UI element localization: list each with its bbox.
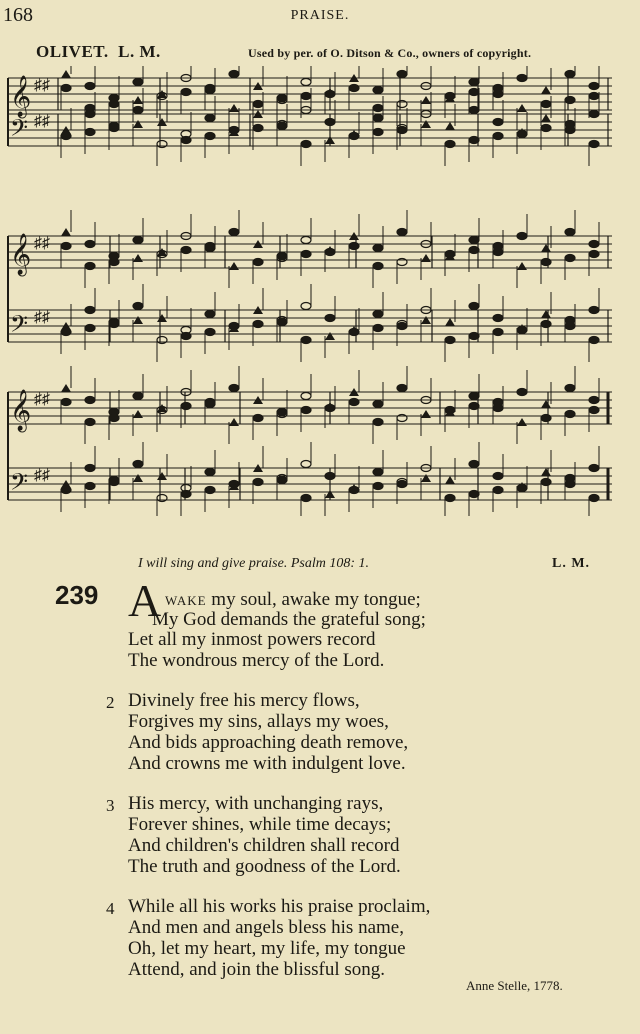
- note-head: [445, 337, 455, 344]
- treble-clef: 𝄞: [10, 390, 32, 431]
- score-systems: [8, 66, 612, 516]
- verse-line: Divinely free his mercy flows,: [128, 690, 360, 711]
- note-head: [469, 491, 479, 498]
- note-head: [61, 329, 71, 336]
- shape-note: [133, 316, 143, 324]
- note-head: [373, 483, 383, 490]
- note-head: [373, 263, 383, 270]
- verse-line: His mercy, with unchanging rays,: [128, 793, 384, 814]
- verse-line: Let all my inmost powers record: [128, 629, 376, 650]
- note-head: [565, 121, 575, 128]
- key-signature: ♯♯: [34, 309, 50, 326]
- hymn-meter: L. M.: [552, 556, 591, 571]
- note-head: [469, 333, 479, 340]
- note-head: [469, 137, 479, 144]
- note-head: [181, 491, 191, 498]
- note-head: [349, 487, 359, 494]
- shape-note: [421, 254, 431, 262]
- shape-note: [325, 332, 335, 340]
- shape-note: [325, 136, 335, 144]
- note-head: [541, 125, 551, 132]
- note-head: [133, 237, 143, 244]
- shape-note: [541, 114, 551, 122]
- note-head: [277, 253, 287, 260]
- note-head: [181, 403, 191, 410]
- note-head: [589, 307, 599, 314]
- bass-clef: 𝄢: [10, 310, 29, 343]
- note-head: [493, 329, 503, 336]
- note-head: [85, 307, 95, 314]
- note-head: [205, 311, 215, 318]
- note-head: [349, 399, 359, 406]
- note-head: [469, 303, 479, 310]
- note-head: [61, 85, 71, 92]
- key-signature: ♯♯: [34, 391, 50, 408]
- shape-note: [133, 474, 143, 482]
- note-head: [301, 461, 311, 468]
- note-head: [445, 495, 455, 502]
- key-signature: ♯♯: [34, 113, 50, 130]
- verse-line: WAKE my soul, awake my tongue;: [165, 589, 421, 610]
- note-head: [205, 487, 215, 494]
- note-head: [301, 303, 311, 310]
- verse-line: And crowns me with indulgent love.: [128, 753, 406, 774]
- note-head: [445, 407, 455, 414]
- shape-note: [133, 96, 143, 104]
- verse-number: 3: [106, 796, 115, 815]
- note-head: [325, 315, 335, 322]
- tune-heading: [36, 42, 161, 62]
- note-head: [181, 137, 191, 144]
- shape-note: [445, 122, 455, 130]
- shape-note: [229, 104, 239, 112]
- note-head: [61, 243, 71, 250]
- note-head: [133, 79, 143, 86]
- note-head: [373, 115, 383, 122]
- note-head: [85, 83, 95, 90]
- note-head: [181, 247, 191, 254]
- note-head: [301, 393, 311, 400]
- verse-number: 2: [106, 693, 115, 712]
- note-head: [205, 85, 215, 92]
- running-title: PRAISE.: [290, 8, 350, 23]
- note-head: [205, 329, 215, 336]
- note-head: [589, 495, 599, 502]
- note-head: [493, 315, 503, 322]
- note-head: [469, 403, 479, 410]
- shape-note: [541, 244, 551, 252]
- note-head: [205, 399, 215, 406]
- note-head: [85, 465, 95, 472]
- hymn-number: 239: [55, 580, 99, 610]
- note-head: [589, 465, 599, 472]
- first-word-smallcaps: WAKE: [165, 593, 207, 608]
- note-head: [85, 397, 95, 404]
- note-head: [589, 251, 599, 258]
- note-head: [181, 89, 191, 96]
- note-head: [397, 229, 407, 236]
- note-head: [373, 87, 383, 94]
- shape-note: [541, 86, 551, 94]
- note-head: [517, 233, 527, 240]
- note-head: [373, 401, 383, 408]
- note-head: [445, 93, 455, 100]
- note-head: [133, 461, 143, 468]
- note-head: [373, 245, 383, 252]
- note-head: [301, 337, 311, 344]
- note-head: [301, 251, 311, 258]
- note-head: [373, 105, 383, 112]
- note-head: [325, 119, 335, 126]
- verse-line: Attend, and join the blissful song.: [128, 959, 386, 980]
- note-head: [133, 303, 143, 310]
- note-head: [85, 129, 95, 136]
- shape-note: [421, 410, 431, 418]
- note-head: [253, 479, 263, 486]
- shape-note: [133, 254, 143, 262]
- note-head: [493, 487, 503, 494]
- note-head: [277, 95, 287, 102]
- shape-note: [445, 318, 455, 326]
- shape-note: [517, 262, 527, 270]
- shape-note: [229, 262, 239, 270]
- note-head: [541, 321, 551, 328]
- shape-note: [133, 120, 143, 128]
- note-head: [565, 475, 575, 482]
- key-signature: ♯♯: [34, 235, 50, 252]
- note-head: [85, 325, 95, 332]
- note-head: [85, 483, 95, 490]
- shape-note: [133, 410, 143, 418]
- note-head: [109, 125, 119, 132]
- note-head: [229, 229, 239, 236]
- verse-line: And bids approaching death remove,: [128, 732, 409, 753]
- tune-name: OLIVET.: [36, 42, 109, 61]
- note-head: [589, 241, 599, 248]
- note-head: [493, 473, 503, 480]
- note-head: [301, 407, 311, 414]
- note-head: [229, 385, 239, 392]
- note-head: [493, 85, 503, 92]
- note-head: [397, 323, 407, 330]
- shape-note: [541, 400, 551, 408]
- note-head: [589, 111, 599, 118]
- note-head: [277, 123, 287, 130]
- note-head: [253, 415, 263, 422]
- music-score: [0, 66, 640, 516]
- shape-note: [541, 468, 551, 476]
- note-head: [85, 419, 95, 426]
- shape-note: [61, 70, 71, 78]
- note-head: [109, 101, 119, 108]
- page-number: 168: [3, 4, 33, 26]
- shape-note: [421, 474, 431, 482]
- note-head: [205, 115, 215, 122]
- note-head: [277, 319, 287, 326]
- note-head: [301, 93, 311, 100]
- treble-clef: 𝄞: [10, 234, 32, 275]
- note-head: [565, 97, 575, 104]
- shape-note: [325, 490, 335, 498]
- note-head: [541, 479, 551, 486]
- note-head: [301, 495, 311, 502]
- note-head: [493, 133, 503, 140]
- note-head: [301, 141, 311, 148]
- note-head: [493, 119, 503, 126]
- shape-note: [421, 120, 431, 128]
- key-signature: ♯♯: [34, 467, 50, 484]
- note-head: [469, 461, 479, 468]
- verse-line: The truth and goodness of the Lord.: [128, 856, 401, 877]
- note-head: [565, 411, 575, 418]
- note-head: [109, 479, 119, 486]
- note-head: [349, 133, 359, 140]
- note-head: [565, 71, 575, 78]
- note-head: [133, 107, 143, 114]
- note-head: [85, 263, 95, 270]
- note-head: [85, 111, 95, 118]
- verse-line: Forever shines, while time decays;: [128, 814, 392, 835]
- note-head: [565, 385, 575, 392]
- note-head: [253, 101, 263, 108]
- note-head: [589, 141, 599, 148]
- key-signature: ♯♯: [34, 77, 50, 94]
- verse-line: And men and angels bless his name,: [128, 917, 404, 938]
- bass-clef: 𝄢: [10, 114, 29, 147]
- note-head: [517, 75, 527, 82]
- note-head: [277, 409, 287, 416]
- verse-line: The wondrous mercy of the Lord.: [128, 650, 385, 671]
- shape-note: [61, 384, 71, 392]
- note-head: [469, 393, 479, 400]
- shape-note: [61, 228, 71, 236]
- note-head: [589, 407, 599, 414]
- note-head: [469, 89, 479, 96]
- note-head: [301, 237, 311, 244]
- shape-note: [229, 418, 239, 426]
- note-head: [493, 243, 503, 250]
- note-head: [373, 311, 383, 318]
- shape-note: [541, 310, 551, 318]
- verse-line: And children's children shall record: [128, 835, 400, 856]
- note-head: [61, 487, 71, 494]
- note-head: [181, 333, 191, 340]
- note-head: [253, 125, 263, 132]
- note-head: [589, 93, 599, 100]
- scripture-reference: I will sing and give praise. Psalm 108: 1.: [138, 556, 369, 571]
- drop-cap: A: [128, 575, 162, 626]
- note-head: [205, 133, 215, 140]
- hymn-author: Anne Stelle, 1778.: [466, 978, 563, 993]
- note-head: [205, 469, 215, 476]
- note-head: [589, 337, 599, 344]
- note-head: [253, 321, 263, 328]
- note-head: [397, 127, 407, 134]
- verse-number: 4: [106, 899, 115, 918]
- note-head: [469, 107, 479, 114]
- note-head: [469, 247, 479, 254]
- shape-note: [517, 418, 527, 426]
- note-head: [373, 325, 383, 332]
- shape-note: [421, 96, 431, 104]
- note-head: [85, 241, 95, 248]
- note-head: [397, 481, 407, 488]
- note-head: [61, 399, 71, 406]
- note-head: [277, 477, 287, 484]
- note-head: [109, 321, 119, 328]
- note-head: [541, 101, 551, 108]
- verse-line: My God demands the grateful song;: [152, 609, 426, 630]
- note-head: [349, 243, 359, 250]
- note-head: [325, 473, 335, 480]
- note-head: [589, 397, 599, 404]
- shape-note: [445, 476, 455, 484]
- note-head: [493, 399, 503, 406]
- note-head: [469, 79, 479, 86]
- shape-note: [421, 316, 431, 324]
- note-head: [397, 71, 407, 78]
- note-head: [61, 133, 71, 140]
- note-head: [589, 83, 599, 90]
- note-head: [397, 385, 407, 392]
- treble-clef: 𝄞: [10, 76, 32, 117]
- note-head: [469, 237, 479, 244]
- note-head: [301, 79, 311, 86]
- note-head: [349, 329, 359, 336]
- note-head: [373, 469, 383, 476]
- note-head: [109, 415, 119, 422]
- note-head: [349, 85, 359, 92]
- note-head: [373, 419, 383, 426]
- shape-note: [517, 104, 527, 112]
- verse-line: Oh, let my heart, my life, my tongue: [128, 938, 406, 959]
- note-head: [133, 393, 143, 400]
- note-head: [565, 255, 575, 262]
- note-head: [109, 259, 119, 266]
- note-head: [565, 229, 575, 236]
- note-head: [253, 259, 263, 266]
- note-head: [565, 317, 575, 324]
- note-head: [517, 389, 527, 396]
- bass-clef: 𝄢: [10, 468, 29, 501]
- note-head: [541, 259, 551, 266]
- note-head: [541, 415, 551, 422]
- verse-line: While all his works his praise proclaim,: [128, 896, 431, 917]
- note-head: [373, 129, 383, 136]
- verse-line: Forgives my sins, allays my woes,: [128, 711, 389, 732]
- note-head: [445, 251, 455, 258]
- note-head: [205, 243, 215, 250]
- copyright-notice: Used by per. of O. Ditson & Co., owners of copyright.: [248, 46, 532, 60]
- note-head: [229, 71, 239, 78]
- tune-meter: L. M.: [118, 42, 161, 61]
- note-head: [445, 141, 455, 148]
